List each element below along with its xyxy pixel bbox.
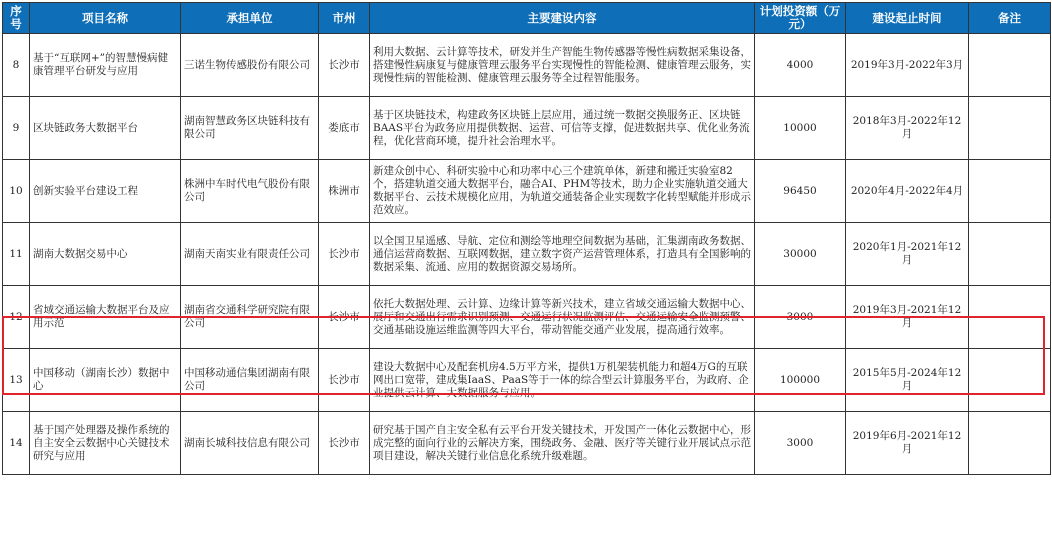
cell-name: 省域交通运输大数据平台及应用示范 <box>30 286 181 349</box>
table-row <box>3 223 1051 286</box>
cell-seq: 11 <box>3 223 30 286</box>
cell-investment: 4000 <box>755 34 846 97</box>
cell-note <box>969 286 1051 349</box>
cell-content: 基于区块链技术，构建政务区块链上层应用，通过统一数据交换服务正、区块链BAAS平台为政务应用提供数据、运营、可信等支撑，促进数据共享、优化业务流程，优化营商环境，提升社会治理水平。 <box>370 97 755 160</box>
cell-name: 中国移动（湖南长沙）数据中心 <box>30 349 181 412</box>
cell-name: 基于国产处理器及操作系统的自主安全云数据中心关键技术研究与应用 <box>30 412 181 475</box>
cell-city: 娄底市 <box>319 97 370 160</box>
cell-investment: 3000 <box>755 286 846 349</box>
header-row <box>3 3 1051 34</box>
cell-city: 长沙市 <box>319 286 370 349</box>
cell-note <box>969 160 1051 223</box>
cell-content: 建设大数据中心及配套机房4.5万平方米，提供1万机架装机能力和超4万G的互联网出口宽带，建成集IaaS、PaaS等于一体的综合型云计算服务平台，为政府、企业提供云计算、大数据服务与应用。 <box>370 349 755 412</box>
header-note: 备注 <box>969 3 1051 34</box>
cell-unit: 中国移动通信集团湖南有限公司 <box>181 349 319 412</box>
cell-note <box>969 412 1051 475</box>
table-row <box>3 412 1051 475</box>
cell-unit: 湖南智慧政务区块链科技有限公司 <box>181 97 319 160</box>
cell-content: 利用大数据、云计算等技术，研发并生产智能生物传感器等慢性病数据采集设备，搭建慢性病康复与健康管理云服务平台实现慢性的智能检测、健康管理云服务，实现慢性病的智能检测、健康管理云服务等全过程智能服务。 <box>370 34 755 97</box>
cell-investment: 96450 <box>755 160 846 223</box>
table-row <box>3 286 1051 349</box>
header-name: 项目名称 <box>30 3 181 34</box>
header-period: 建设起止时间 <box>846 3 969 34</box>
cell-investment: 10000 <box>755 97 846 160</box>
cell-note <box>969 349 1051 412</box>
cell-city: 株洲市 <box>319 160 370 223</box>
cell-investment: 30000 <box>755 223 846 286</box>
cell-investment: 3000 <box>755 412 846 475</box>
table-row <box>3 160 1051 223</box>
cell-period: 2015年5月-2024年12月 <box>846 349 969 412</box>
cell-seq: 9 <box>3 97 30 160</box>
cell-content: 研究基于国产自主安全私有云平台开发关键技术，开发国产一体化云数据中心，形成完整的面向行业的云解决方案，围绕政务、金融、医疗等关键行业开展试点示范项目建设，解决关键行业信息化系统升级难题。 <box>370 412 755 475</box>
cell-seq: 14 <box>3 412 30 475</box>
table-body <box>3 34 1051 475</box>
header-investment: 计划投资额（万元） <box>755 3 846 34</box>
cell-period: 2018年3月-2022年12月 <box>846 97 969 160</box>
cell-city: 长沙市 <box>319 349 370 412</box>
cell-name: 湖南大数据交易中心 <box>30 223 181 286</box>
cell-content: 以全国卫星遥感、导航、定位和测绘等地理空间数据为基础，汇集湖南政务数据、通信运营商数据、互联网数据，建立数字资产运营管理体系，打造具有全国影响的数据采集、流通、应用的数据资源交易场所。 <box>370 223 755 286</box>
header-city: 市州 <box>319 3 370 34</box>
cell-name: 区块链政务大数据平台 <box>30 97 181 160</box>
table-row <box>3 34 1051 97</box>
cell-note <box>969 223 1051 286</box>
table-header <box>3 3 1051 34</box>
cell-content: 依托大数据处理、云计算、边缘计算等新兴技术，建立省域交通运输大数据中心、展厅和交通出行需求识别预测、交通运行状况监测评估、交通运输安全监测预警、交通基础设施运维监测等四大平台，带动智能交通产业发展，提高通行效率。 <box>370 286 755 349</box>
header-unit: 承担单位 <box>181 3 319 34</box>
cell-period: 2020年1月-2021年12月 <box>846 223 969 286</box>
cell-unit: 三诺生物传感股份有限公司 <box>181 34 319 97</box>
cell-seq: 13 <box>3 349 30 412</box>
cell-unit: 株洲中车时代电气股份有限公司 <box>181 160 319 223</box>
cell-content: 新建众创中心、科研实验中心和功率中心三个建筑单体，新建和搬迁实验室82个，搭建轨道交通大数据平台，融合AI、PHM等技术，助力企业实施轨道交通大数据平台、云技术规模化应用，为轨道交通装备企业实现数字化转型赋能并形成示范效应。 <box>370 160 755 223</box>
cell-city: 长沙市 <box>319 412 370 475</box>
cell-note <box>969 34 1051 97</box>
cell-note <box>969 97 1051 160</box>
cell-unit: 湖南天南实业有限责任公司 <box>181 223 319 286</box>
cell-city: 长沙市 <box>319 223 370 286</box>
cell-unit: 湖南长城科技信息有限公司 <box>181 412 319 475</box>
header-content: 主要建设内容 <box>370 3 755 34</box>
header-seq: 序号 <box>3 3 30 34</box>
cell-period: 2020年4月-2022年4月 <box>846 160 969 223</box>
cell-period: 2019年3月-2022年3月 <box>846 34 969 97</box>
cell-period: 2019年6月-2021年12月 <box>846 412 969 475</box>
cell-seq: 12 <box>3 286 30 349</box>
cell-investment: 100000 <box>755 349 846 412</box>
cell-seq: 10 <box>3 160 30 223</box>
table-row <box>3 349 1051 412</box>
cell-city: 长沙市 <box>319 34 370 97</box>
cell-name: 创新实验平台建设工程 <box>30 160 181 223</box>
cell-period: 2019年3月-2021年12月 <box>846 286 969 349</box>
cell-unit: 湖南省交通科学研究院有限公司 <box>181 286 319 349</box>
project-table <box>2 2 1051 475</box>
cell-seq: 8 <box>3 34 30 97</box>
table-row <box>3 97 1051 160</box>
cell-name: 基于“互联网+”的智慧慢病健康管理平台研发与应用 <box>30 34 181 97</box>
